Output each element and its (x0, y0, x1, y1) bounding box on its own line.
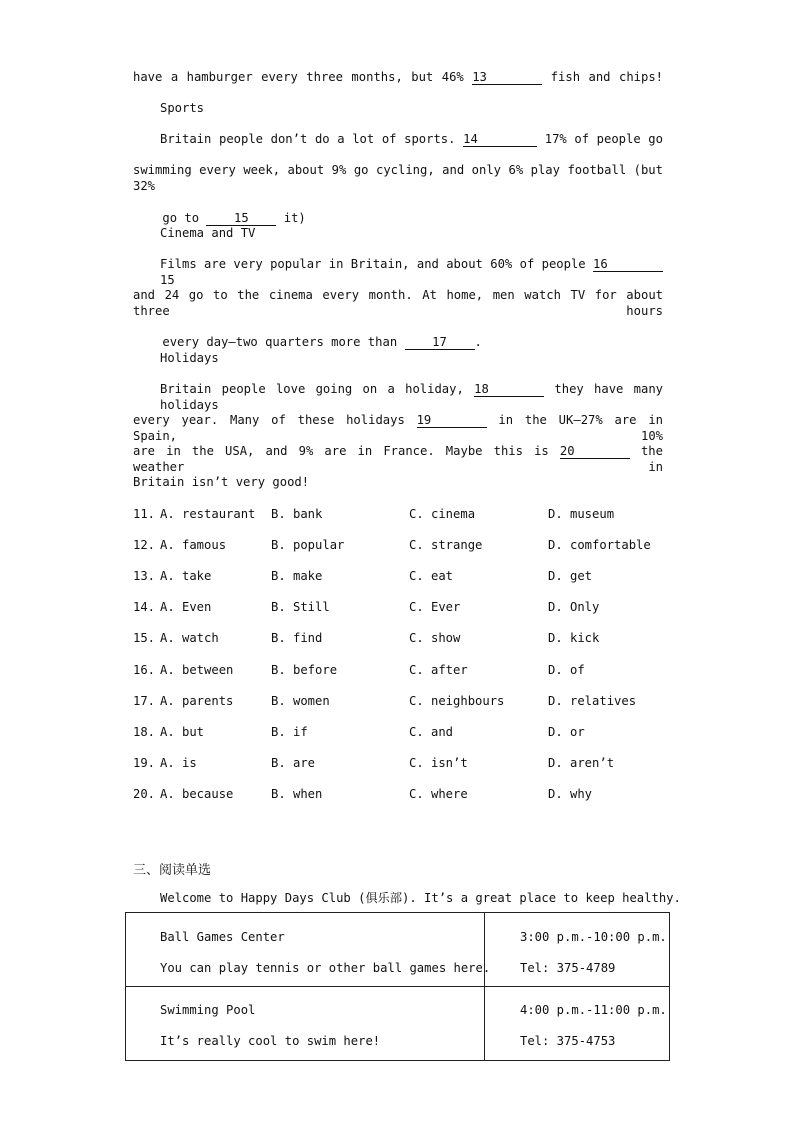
passage-line-2 (160, 131, 663, 147)
text: are in the USA, and 9% are in France. Maybe this is (133, 444, 560, 458)
option-c[interactable]: C. isn’t (409, 756, 468, 770)
option-c[interactable]: C. strange (409, 538, 483, 552)
info-cell (485, 987, 670, 1061)
option-b[interactable]: B. popular (271, 538, 345, 552)
option-d[interactable]: D. relatives (548, 694, 637, 708)
text: have a hamburger every three months, but 46% (133, 70, 473, 84)
facility-desc: It’s really cool to swim here! (160, 1034, 381, 1048)
facility-hours: 4:00 p.m.-11:00 p.m. (520, 1003, 667, 1017)
option-b[interactable]: B. bank (271, 507, 323, 521)
option-d[interactable]: D. of (548, 663, 585, 677)
question-number: 12. (133, 538, 156, 552)
option-d[interactable]: D. why (548, 787, 593, 801)
blank-17[interactable]: 17 (405, 336, 475, 350)
option-b[interactable]: B. before (271, 663, 338, 677)
option-a[interactable]: A. between (160, 663, 234, 677)
text: in the UK—27% are in Spain, 10% (133, 413, 663, 443)
option-a[interactable]: A. famous (160, 538, 227, 552)
facility-name: Ball Games Center (160, 930, 285, 944)
question-number: 17. (133, 694, 156, 708)
blank-13[interactable]: 13 (472, 71, 542, 85)
question-row (133, 568, 693, 584)
option-b[interactable]: B. women (271, 694, 330, 708)
option-d[interactable]: D. get (548, 569, 593, 583)
option-b[interactable]: B. find (271, 631, 323, 645)
blank-16[interactable]: 16 (593, 258, 663, 272)
question-number: 11. (133, 507, 156, 521)
question-number: 13. (133, 569, 156, 583)
heading-cinema-tv: Cinema and TV (160, 226, 256, 240)
option-b[interactable]: B. if (271, 725, 308, 739)
question-number: 19. (133, 756, 156, 770)
passage-line-10 (133, 443, 663, 475)
option-c[interactable]: C. Ever (409, 600, 461, 614)
question-row (133, 537, 693, 553)
option-a[interactable]: A. take (160, 569, 212, 583)
passage-line-5 (160, 256, 663, 288)
text: 17% of people go (537, 132, 663, 146)
heading-sports: Sports (160, 101, 205, 115)
section-title: 三、阅读单选 (133, 863, 212, 878)
option-a[interactable]: A. is (160, 756, 197, 770)
passage-line-11: Britain isn’t very good! (133, 475, 310, 489)
passage-line-8 (160, 381, 663, 413)
facility-name: Swimming Pool (160, 1003, 256, 1017)
option-b[interactable]: B. Still (271, 600, 330, 614)
blank-15[interactable]: 15 (206, 212, 276, 226)
facility-cell (126, 913, 491, 987)
option-a[interactable]: A. but (160, 725, 205, 739)
option-c[interactable]: C. where (409, 787, 468, 801)
facility-cell (126, 987, 485, 1061)
option-c[interactable]: C. neighbours (409, 694, 505, 708)
option-d[interactable]: D. comfortable (548, 538, 651, 552)
text: . (474, 335, 482, 349)
question-row (133, 786, 693, 802)
club-table (125, 912, 670, 1061)
passage-line-3: swimming every week, about 9% go cycling, and only 6% play football (but 32% (133, 163, 663, 193)
option-d[interactable]: D. museum (548, 507, 615, 521)
facility-desc: You can play tennis or other ball games here. (160, 961, 491, 975)
text: the weather in (133, 444, 663, 474)
option-c[interactable]: C. eat (409, 569, 454, 583)
facility-tel: Tel: 375-4753 (520, 1034, 616, 1048)
option-b[interactable]: B. make (271, 569, 323, 583)
option-c[interactable]: C. show (409, 631, 461, 645)
table-row (126, 913, 670, 987)
blank-14[interactable]: 14 (463, 133, 537, 147)
question-row (133, 755, 693, 771)
option-c[interactable]: C. cinema (409, 507, 476, 521)
text: Films are very popular in Britain, and about 60% of people (160, 257, 593, 271)
facility-hours: 3:00 p.m.-10:00 p.m. (520, 930, 667, 944)
text: go to (162, 211, 207, 225)
question-row (133, 630, 693, 646)
option-d[interactable]: D. aren’t (548, 756, 615, 770)
text: Britain people love going on a holiday, (160, 382, 475, 396)
question-row (133, 662, 693, 678)
question-number: 16. (133, 663, 156, 677)
question-number: 14. (133, 600, 156, 614)
question-row (133, 506, 693, 522)
facility-tel: Tel: 375-4789 (520, 961, 616, 975)
question-row (133, 724, 693, 740)
option-d[interactable]: D. Only (548, 600, 600, 614)
question-row (133, 599, 693, 615)
passage-line-9 (133, 412, 663, 444)
option-a[interactable]: A. parents (160, 694, 234, 708)
text: every day—two quarters more than (162, 335, 405, 349)
heading-holidays: Holidays (160, 351, 219, 365)
text: 15 (160, 273, 175, 287)
passage-line-1 (133, 69, 663, 85)
text: it) (276, 211, 306, 225)
table-row (126, 987, 670, 1061)
option-b[interactable]: B. when (271, 787, 323, 801)
option-a[interactable]: A. because (160, 787, 234, 801)
text: they have many holidays (160, 382, 664, 412)
blank-20[interactable]: 20 (560, 445, 630, 459)
info-cell (485, 913, 670, 987)
text: every year. Many of these holidays (133, 413, 417, 427)
option-c[interactable]: C. and (409, 725, 454, 739)
option-d[interactable]: D. kick (548, 631, 600, 645)
option-b[interactable]: B. are (271, 756, 316, 770)
blank-19[interactable]: 19 (417, 414, 487, 428)
option-a[interactable]: A. watch (160, 631, 219, 645)
question-number: 15. (133, 631, 156, 645)
option-a[interactable]: A. Even (160, 600, 212, 614)
option-d[interactable]: D. or (548, 725, 585, 739)
section-intro: Welcome to Happy Days Club (俱乐部). It’s a great place to keep healthy. (160, 891, 681, 905)
text: fish and chips! (542, 70, 664, 84)
question-row (133, 693, 693, 709)
blank-18[interactable]: 18 (474, 383, 544, 397)
passage-line-6: and 24 go to the cinema every month. At home, men watch TV for about three hours (133, 288, 663, 318)
option-a[interactable]: A. restaurant (160, 507, 256, 521)
text: Britain people don’t do a lot of sports. (160, 132, 464, 146)
option-c[interactable]: C. after (409, 663, 468, 677)
question-number: 18. (133, 725, 156, 739)
question-number: 20. (133, 787, 156, 801)
